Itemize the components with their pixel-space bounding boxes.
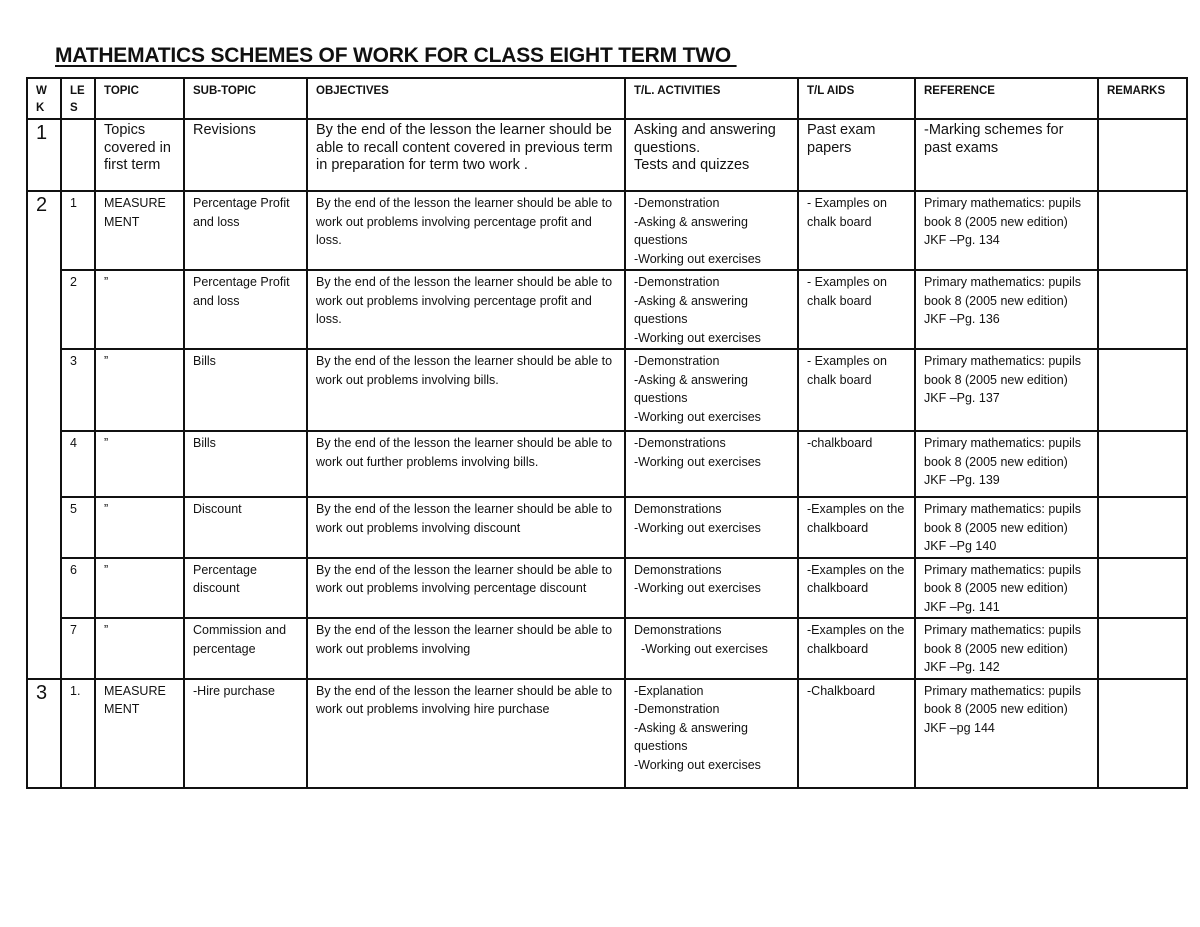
aids-cell: -chalkboard	[798, 431, 915, 497]
reference-cell: Primary mathematics: pupils book 8 (2005 new edition) JKF –Pg. 136	[915, 270, 1098, 349]
reference-cell: Primary mathematics: pupils book 8 (2005 new edition) JKF –Pg 140	[915, 497, 1098, 558]
activities-cell	[625, 119, 798, 191]
activity-item: -Explanation	[634, 683, 704, 698]
activity-item: -Demonstration	[634, 702, 720, 716]
topic-cell: ”	[95, 558, 184, 619]
table-row	[27, 270, 1187, 349]
topic-cell: ”	[95, 349, 184, 431]
lesson-number: 2	[61, 270, 95, 349]
remarks-cell	[1098, 349, 1187, 431]
lesson-number	[61, 119, 95, 191]
subtopic-cell: Percentage Profit and loss	[184, 270, 307, 349]
week-number: 3	[27, 679, 61, 788]
lesson-number: 4	[61, 431, 95, 497]
objectives-cell: By the end of the lesson the learner should be able to work out problems involving percentage profit and loss.	[307, 191, 625, 270]
activities-cell	[625, 679, 798, 788]
table-row	[27, 558, 1187, 619]
subtopic-cell: Revisions	[184, 119, 307, 191]
table-row	[27, 349, 1187, 431]
header-activities: T/L. ACTIVITIES	[625, 78, 798, 119]
aids-cell: -Examples on the chalkboard	[798, 497, 915, 558]
objectives-cell: By the end of the lesson the learner should be able to recall content covered in previous term in preparation for term two work .	[307, 119, 625, 191]
aids-cell: - Examples on chalk board	[798, 191, 915, 270]
remarks-cell	[1098, 497, 1187, 558]
schemes-table	[26, 77, 1188, 789]
header-remarks: REMARKS	[1098, 78, 1187, 119]
activity-item: Demonstrations	[634, 502, 722, 516]
header-reference: REFERENCE	[915, 78, 1098, 119]
remarks-cell	[1098, 191, 1187, 270]
objectives-cell: By the end of the lesson the learner should be able to work out problems involving percentage discount	[307, 558, 625, 619]
subtopic-cell: Percentage Profit and loss	[184, 191, 307, 270]
header-row	[27, 78, 1187, 119]
subtopic-cell: -Hire purchase	[184, 679, 307, 788]
header-aids: T/L AIDS	[798, 78, 915, 119]
topic-cell: MEASURE MENT	[95, 679, 184, 788]
topic-cell: ”	[95, 431, 184, 497]
lesson-number: 7	[61, 618, 95, 679]
aids-cell: -Chalkboard	[798, 679, 915, 788]
topic-cell: ”	[95, 497, 184, 558]
reference-cell: Primary mathematics: pupils book 8 (2005 new edition) JKF –Pg. 134	[915, 191, 1098, 270]
objectives-cell: By the end of the lesson the learner should be able to work out problems involving hire purchase	[307, 679, 625, 788]
activity-item: -Working out exercises	[634, 757, 761, 772]
remarks-cell	[1098, 119, 1187, 191]
activity-item: -Demonstration	[634, 196, 720, 210]
lesson-number: 6	[61, 558, 95, 619]
page-title: MATHEMATICS SCHEMES OF WORK FOR CLASS EIGHT TERM TWO	[55, 44, 737, 67]
header-subtopic: SUB-TOPIC	[184, 78, 307, 119]
activity-item: -Working out exercises	[634, 581, 761, 595]
remarks-cell	[1098, 679, 1187, 788]
activity-item: -Asking & answering questions	[634, 214, 748, 247]
header-les: LE S	[61, 78, 95, 119]
subtopic-cell: Commission and percentage	[184, 618, 307, 679]
lesson-number: 1.	[61, 679, 95, 788]
topic-cell: ”	[95, 618, 184, 679]
activities-cell	[625, 497, 798, 558]
reference-cell: Primary mathematics: pupils book 8 (2005 new edition) JKF –Pg. 142	[915, 618, 1098, 679]
reference-cell: -Marking schemes for past exams	[915, 119, 1098, 191]
activities-cell	[625, 618, 798, 679]
reference-cell: Primary mathematics: pupils book 8 (2005 new edition) JKF –Pg. 139	[915, 431, 1098, 497]
activities-cell	[625, 431, 798, 497]
objectives-cell: By the end of the lesson the learner should be able to work out problems involving	[307, 618, 625, 679]
remarks-cell	[1098, 270, 1187, 349]
table-row	[27, 618, 1187, 679]
week-number: 1	[27, 119, 61, 191]
reference-cell: Primary mathematics: pupils book 8 (2005 new edition) JKF –Pg. 137	[915, 349, 1098, 431]
table-row	[27, 679, 1187, 788]
table-row	[27, 119, 1187, 191]
lesson-number: 5	[61, 497, 95, 558]
remarks-cell	[1098, 618, 1187, 679]
topic-cell: ”	[95, 270, 184, 349]
lesson-number: 3	[61, 349, 95, 431]
objectives-cell: By the end of the lesson the learner should be able to work out problems involving percentage profit and loss.	[307, 270, 625, 349]
activity-item: -Demonstrations	[634, 436, 726, 450]
table-row	[27, 497, 1187, 558]
topic-cell: MEASURE MENT	[95, 191, 184, 270]
lesson-number: 1	[61, 191, 95, 270]
subtopic-cell: Bills	[184, 431, 307, 497]
aids-cell: - Examples on chalk board	[798, 349, 915, 431]
activity-item: -Asking & answering questions	[634, 372, 748, 405]
aids-cell: Past exam papers	[798, 119, 915, 191]
reference-cell: Primary mathematics: pupils book 8 (2005 new edition) JKF –Pg. 141	[915, 558, 1098, 619]
aids-cell: - Examples on chalk board	[798, 270, 915, 349]
objectives-cell: By the end of the lesson the learner should be able to work out further problems involving bills.	[307, 431, 625, 497]
header-wk: W K	[27, 78, 61, 119]
activity-item: Asking and answering questions.	[634, 122, 776, 156]
topic-cell: Topics covered in first term	[95, 119, 184, 191]
activities-cell	[625, 270, 798, 349]
activity-item: -Working out exercises	[634, 520, 761, 535]
subtopic-cell: Bills	[184, 349, 307, 431]
remarks-cell	[1098, 431, 1187, 497]
activity-item: -Working out exercises	[634, 454, 761, 469]
activities-cell	[625, 349, 798, 431]
activities-cell	[625, 558, 798, 619]
activities-cell	[625, 191, 798, 270]
aids-cell: -Examples on the chalkboard	[798, 618, 915, 679]
reference-cell: Primary mathematics: pupils book 8 (2005 new edition) JKF –pg 144	[915, 679, 1098, 788]
activity-item: -Demonstration	[634, 275, 720, 289]
table-row	[27, 431, 1187, 497]
table-row	[27, 191, 1187, 270]
activity-item: -Demonstration	[634, 354, 720, 368]
header-objectives: OBJECTIVES	[307, 78, 625, 119]
activity-item: -Working out exercises	[634, 409, 761, 424]
activity-item: -Working out exercises	[634, 251, 761, 266]
activity-item: Demonstrations	[634, 623, 722, 637]
header-topic: TOPIC	[95, 78, 184, 119]
activity-item: -Working out exercises	[634, 330, 761, 345]
activity-item: -Asking & answering questions	[634, 720, 748, 753]
week-number: 2	[27, 191, 61, 679]
objectives-cell: By the end of the lesson the learner should be able to work out problems involving discount	[307, 497, 625, 558]
subtopic-cell: Percentage discount	[184, 558, 307, 619]
activity-item: Demonstrations	[634, 562, 722, 577]
aids-cell: -Examples on the chalkboard	[798, 558, 915, 619]
objectives-cell: By the end of the lesson the learner should be able to work out problems involving bills.	[307, 349, 625, 431]
activity-item: -Working out exercises	[641, 641, 768, 656]
remarks-cell	[1098, 558, 1187, 619]
activity-item: -Asking & answering questions	[634, 293, 748, 326]
subtopic-cell: Discount	[184, 497, 307, 558]
activity-item: Tests and quizzes	[634, 157, 750, 173]
